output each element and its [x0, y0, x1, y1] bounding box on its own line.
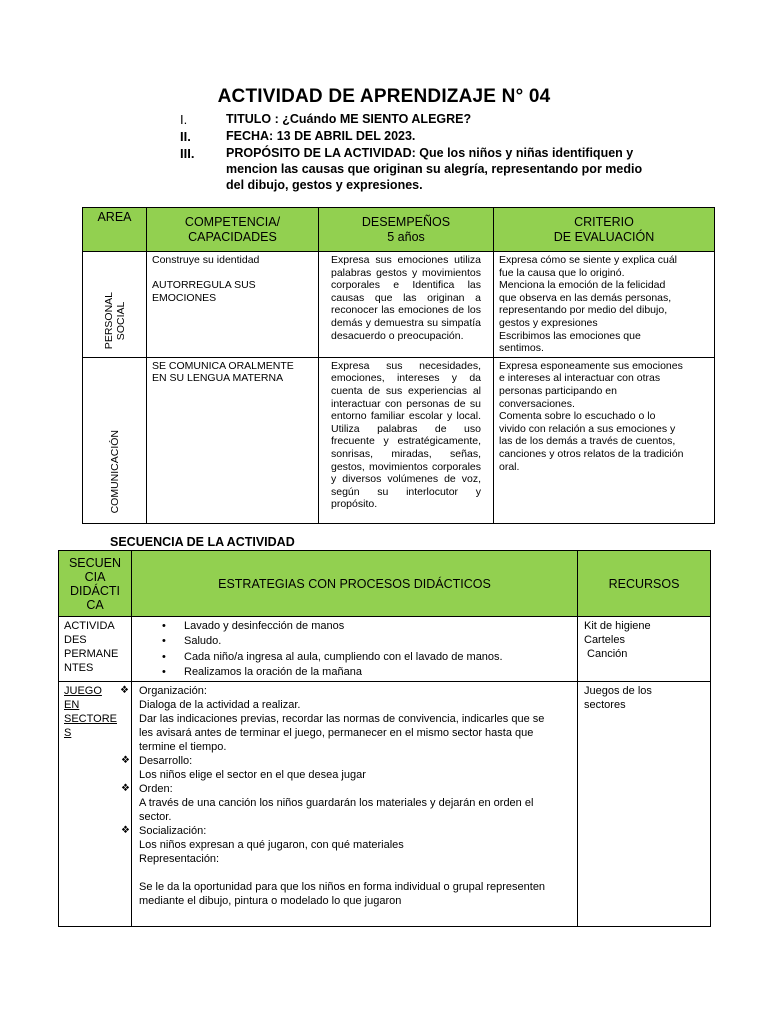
- block-socializacion: ❖ Socialización: Los niños expresan a qué jugaron, con qué materiales Representación: Se le da la oportunidad para que los niños en forma individual o grupal representen mediante el dibujo, pintura o modelado lo que jugaron: [121, 825, 546, 907]
- diamond-bullet-icon: ❖: [120, 685, 129, 696]
- table-row: [83, 252, 715, 358]
- header-criterio: CRITERIO DE EVALUACIÓN: [494, 208, 715, 252]
- numeral-3: III.: [180, 146, 195, 161]
- diamond-bullet-icon: ❖: [121, 825, 130, 836]
- competency-table: [82, 207, 715, 524]
- sequence-heading: SECUENCIA DE LA ACTIVIDAD: [110, 535, 295, 549]
- table-row: [59, 617, 711, 682]
- header-secuencia: SECUEN CIA DIDÁCTI CA: [59, 551, 132, 617]
- bullet-list: [132, 619, 572, 681]
- recursos-cell: Kit de higiene Carteles Canción: [578, 617, 711, 682]
- list-item: • Realizamos la oración de la mañana: [184, 665, 572, 680]
- block-organizacion: Organización: Dialoga de la actividad a realizar. Dar las indicaciones previas, recordar las normas de convivencia, indicarles que se les avisará antes de terminar el juego, permanecer en el mismo sector hasta que termine el tiempo.: [139, 685, 545, 753]
- numeral-2: II.: [180, 129, 191, 144]
- table-row: [83, 357, 715, 523]
- activity-purpose: PROPÓSITO DE LA ACTIVIDAD: Que los niños y niñas identifiquen y mencion las causas que originan su alegría, representando por medio del dibujo, gestos y expresiones.: [226, 146, 643, 192]
- sequence-table: [58, 550, 711, 927]
- header-competencia: COMPETENCIA/ CAPACIDADES: [147, 208, 319, 252]
- header-recursos: RECURSOS: [578, 551, 711, 617]
- desempenos-cell: Expresa sus necesidades, emociones, intereses y da cuenta de sus experiencias al interactuar con personas de su entorno familiar escolar y local. Utiliza palabras de uso frecuente y estratégicamente, sonrisas, miradas, señas, gestos, movimientos corporales y diversos volúmenes de voz, según su interlocutor y propósito.: [319, 357, 494, 523]
- list-item: • Lavado y desinfección de manos: [184, 619, 572, 634]
- area-cell: [83, 357, 147, 523]
- criterio-cell: Expresa esponeamente sus emociones e intereses al interactuar con otras personas participando en conversaciones. Comenta sobre lo escuchado o lo vivido con relación a sus emociones y las de los demás a través de cuentos, canciones y otros relatos de la tradición oral.: [494, 357, 715, 523]
- competencia-cell: SE COMUNICA ORALMENTE EN SU LENGUA MATERNA: [147, 357, 319, 523]
- table-row: [59, 682, 711, 927]
- header-estrategias: ESTRATEGIAS CON PROCESOS DIDÁCTICOS: [132, 551, 578, 617]
- area-label-comunicacion: COMUNICACIÓN: [108, 429, 121, 514]
- block-orden: ❖ Orden: A través de una canción los niños guardarán los materiales y dejarán en orden el sector.: [121, 783, 534, 823]
- estrategias-cell: [121, 682, 578, 927]
- list-item: • Cada niño/a ingresa al aula, cumpliendo con el lavado de manos.: [184, 650, 572, 665]
- block-desarrollo: ❖ Desarrollo: Los niños elige el sector en el que desea jugar: [121, 755, 366, 781]
- diamond-bullet-icon: ❖: [121, 755, 130, 766]
- activity-date: FECHA: 13 DE ABRIL DEL 2023.: [226, 129, 416, 143]
- activity-title: TITULO : ¿Cuándo ME SIENTO ALEGRE?: [226, 112, 472, 126]
- numeral-1: I.: [180, 112, 188, 127]
- header-desempenos: DESEMPEÑOS 5 años: [319, 208, 494, 252]
- secuencia-cell: ACTIVIDA DES PERMANE NTES: [59, 617, 132, 682]
- desempenos-cell: Expresa sus emociones utiliza palabras gestos y movimientos corporales e Identifica las causas que las originan a reconocer las emociones de los demás y demuestra su simpatía desacuerdo o preocupación.: [319, 252, 494, 358]
- criterio-cell: Expresa cómo se siente y explica cuál fue la causa que lo originó. Menciona la emoción de la felicidad que observa en las demás personas, representando por medio del dibujo, gestos y expresiones Escribimos las emociones que sentimos.: [494, 252, 715, 358]
- page-title: ACTIVIDAD DE APRENDIZAJE N° 04: [217, 86, 551, 107]
- list-item: • Saludo.: [184, 634, 572, 649]
- area-label-personal-social: PERSONAL SOCIAL: [102, 291, 127, 350]
- estrategias-cell: [132, 617, 578, 682]
- secuencia-cell: JUEGO EN SECTORE S ❖: [59, 682, 132, 927]
- area-cell: [83, 252, 147, 358]
- recursos-cell: Juegos de los sectores: [578, 682, 711, 927]
- header-area: AREA: [83, 208, 147, 252]
- diamond-bullet-icon: ❖: [121, 783, 130, 794]
- competencia-cell: Construye su identidad AUTORREGULA SUS EMOCIONES: [147, 252, 319, 358]
